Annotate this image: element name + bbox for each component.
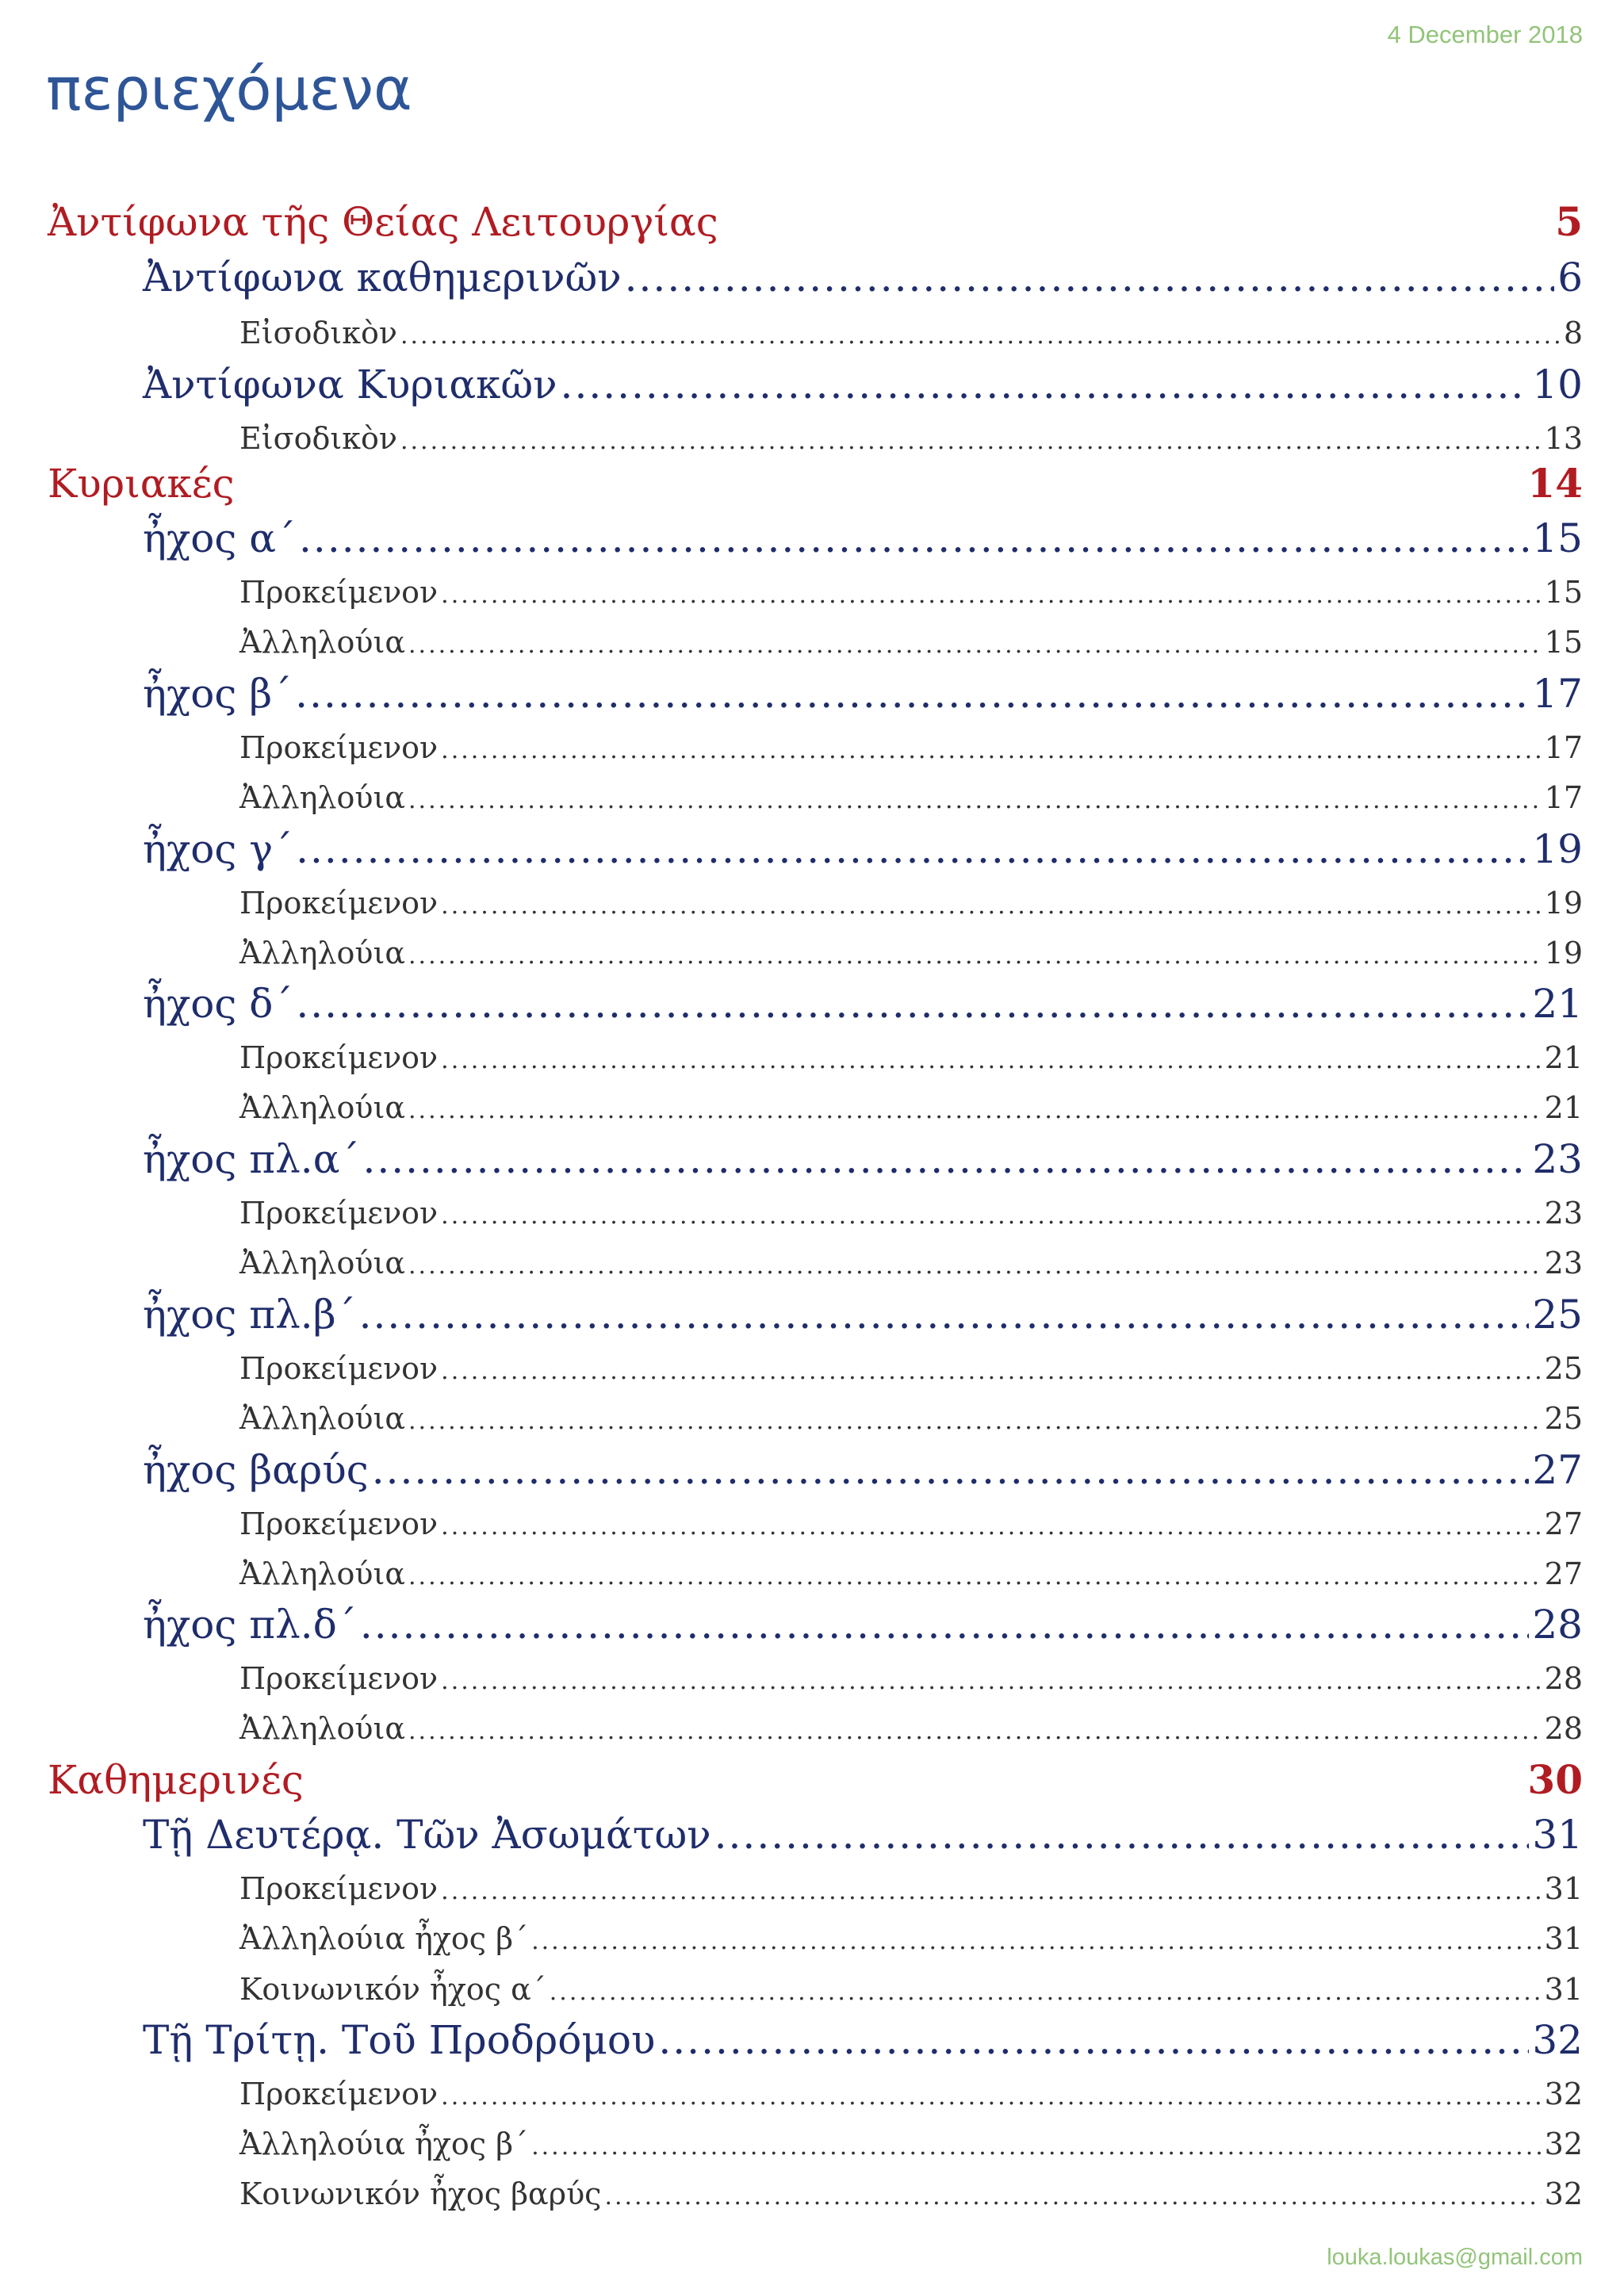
dot-leader [408, 938, 1542, 974]
toc-entry[interactable] [143, 1291, 1583, 1338]
dot-leader [408, 1248, 1542, 1284]
toc-entry-label: Καθημερινές [48, 1757, 304, 1803]
dot-leader [296, 980, 1529, 1028]
toc-entry[interactable] [143, 1601, 1583, 1648]
toc-entry-page: 10 [1532, 362, 1583, 408]
toc-entry-page: 23 [1544, 1246, 1583, 1280]
toc-entry[interactable] [239, 1710, 1583, 1750]
toc-entry-page: 31 [1544, 1871, 1583, 1906]
toc-entry-page: 32 [1544, 2176, 1583, 2211]
toc-entry-page: 5 [1555, 198, 1583, 245]
dot-leader [625, 254, 1555, 301]
toc-entry-page: 23 [1544, 1196, 1583, 1231]
toc-entry[interactable] [239, 1971, 1583, 2011]
dot-leader [441, 1353, 1541, 1390]
toc-entry-page: 19 [1532, 826, 1583, 872]
toc-entry-label: Κοινωνικόν ἦχος α΄ [239, 1972, 546, 2007]
toc-entry-label: Προκείμενον [239, 886, 439, 921]
dot-leader [658, 2016, 1529, 2064]
toc-entry-label: Προκείμενον [239, 1506, 439, 1541]
toc-entry[interactable] [239, 1245, 1583, 1284]
toc-entry[interactable] [239, 1660, 1583, 1700]
toc-entry-label: Ἀλληλούια [239, 1246, 405, 1280]
toc-entry-label: Προκείμενον [239, 1351, 439, 1386]
toc-entry-page: 17 [1544, 730, 1583, 765]
toc-entry-page: 8 [1563, 316, 1583, 350]
toc-entry-page: 13 [1544, 421, 1583, 456]
toc-entry[interactable] [239, 1089, 1583, 1129]
dot-leader [400, 318, 1561, 354]
toc-entry[interactable] [143, 2016, 1583, 2064]
toc-entry-page: 6 [1557, 255, 1583, 301]
dot-leader [604, 2179, 1541, 2215]
toc-entry-page: 25 [1532, 1292, 1583, 1338]
toc-entry[interactable] [143, 670, 1583, 718]
dot-leader [408, 1403, 1542, 1440]
toc-entry-label: Ἀλληλούια [239, 1556, 405, 1591]
toc-entry-label: Προκείμενον [239, 1871, 439, 1906]
dot-leader [441, 577, 1541, 614]
toc-entry-label: Τῇ Τρίτῃ. Τοῦ Προδρόμου [143, 2017, 656, 2063]
toc-entry-page: 15 [1544, 575, 1583, 610]
toc-entry-label: Προκείμενον [239, 1661, 439, 1696]
toc-entry-page: 31 [1544, 1921, 1583, 1956]
dot-leader [359, 1291, 1530, 1338]
toc-entry-page: 31 [1544, 1972, 1583, 2007]
toc-entry-label: Ἀντίφωνα τῆς Θείας Λειτουργίας [48, 199, 718, 245]
toc-entry-label: ἦχος β΄ [143, 671, 293, 717]
toc-entry[interactable] [48, 460, 1583, 507]
toc-entry[interactable] [143, 254, 1583, 301]
dot-leader [531, 2129, 1542, 2165]
dot-leader [372, 1446, 1530, 1494]
toc-entry-page: 32 [1544, 2077, 1583, 2111]
toc-entry-page: 27 [1544, 1506, 1583, 1541]
toc-entry-label: Προκείμενον [239, 2077, 439, 2111]
toc-entry-page: 25 [1544, 1351, 1583, 1386]
page-title: περιεχόμενα [46, 56, 412, 124]
toc-entry[interactable] [239, 1350, 1583, 1390]
dot-leader [408, 1713, 1542, 1750]
toc-entry-page: 21 [1532, 981, 1583, 1027]
toc-entry-page: 28 [1544, 1711, 1583, 1746]
toc-entry[interactable] [239, 2076, 1583, 2115]
toc-entry-page: 28 [1532, 1602, 1583, 1648]
toc-entry-page: 27 [1532, 1447, 1583, 1493]
toc-entry-label: Ἀλληλούια [239, 625, 405, 660]
toc-entry-page: 21 [1544, 1090, 1583, 1125]
dot-leader [441, 1874, 1541, 1910]
dot-leader [400, 423, 1542, 460]
toc-entry[interactable] [239, 1039, 1583, 1079]
dot-leader [360, 1601, 1530, 1648]
toc-entry-label: Ἀντίφωνα Κυριακῶν [143, 362, 557, 408]
toc-entry-label: ἦχος γ΄ [143, 826, 293, 872]
toc-entry-label: ἦχος πλ.α΄ [143, 1136, 360, 1182]
toc-entry-page: 32 [1544, 2126, 1583, 2161]
dot-leader [295, 670, 1529, 718]
toc-entry-label: Κυριακές [48, 461, 235, 507]
toc-entry[interactable] [239, 1195, 1583, 1235]
toc-entry-page: 19 [1544, 936, 1583, 970]
dot-leader [550, 1974, 1542, 2011]
toc-entry[interactable] [48, 1756, 1583, 1804]
toc-entry-label: ἦχος βαρύς [143, 1447, 369, 1493]
toc-entry-page: 15 [1532, 515, 1583, 561]
toc-entry-label: Εἰσοδικὸν [239, 421, 397, 456]
toc-entry-label: Ἀλληλούια ἦχος β΄ [239, 1921, 529, 1956]
toc-entry[interactable] [239, 935, 1583, 974]
toc-entry[interactable] [239, 1870, 1583, 1910]
toc-entry-label: Ἀλληλούια [239, 1401, 405, 1436]
toc-entry-label: Τῇ Δευτέρᾳ. Τῶν Ἀσωμάτων [143, 1812, 711, 1858]
dot-leader [561, 361, 1530, 408]
toc-entry[interactable] [239, 1506, 1583, 1545]
toc-entry-page: 25 [1544, 1401, 1583, 1436]
toc-entry[interactable] [239, 779, 1583, 819]
toc-entry-page: 30 [1527, 1756, 1583, 1803]
dot-leader [714, 1811, 1530, 1859]
toc-entry-label: ἦχος πλ.δ΄ [143, 1602, 357, 1648]
toc-entry-label: Ἀλληλούια ἦχος β΄ [239, 2126, 529, 2161]
dot-leader [408, 627, 1542, 664]
dot-leader [441, 733, 1541, 769]
toc-entry[interactable] [239, 729, 1583, 769]
toc-entry[interactable] [143, 825, 1583, 873]
toc-entry[interactable] [48, 198, 1583, 246]
toc-entry-label: Προκείμενον [239, 1196, 439, 1231]
dot-leader [441, 2079, 1541, 2115]
toc-entry[interactable] [239, 885, 1583, 924]
toc-entry[interactable] [143, 515, 1583, 562]
toc-entry[interactable] [239, 1556, 1583, 1595]
toc-entry-page: 28 [1544, 1661, 1583, 1696]
toc-entry-page: 14 [1527, 460, 1583, 507]
toc-entry-page: 19 [1544, 886, 1583, 921]
toc-entry[interactable] [239, 574, 1583, 614]
toc-entry-label: ἦχος δ΄ [143, 981, 293, 1027]
toc-entry-label: Ἀλληλούια [239, 1711, 405, 1746]
toc-entry-label: Ἀλληλούια [239, 1090, 405, 1125]
toc-entry-page: 27 [1544, 1556, 1583, 1591]
toc-entry[interactable] [239, 624, 1583, 664]
dot-leader [408, 1093, 1542, 1129]
toc-entry-page: 23 [1532, 1136, 1583, 1182]
dot-leader [441, 1198, 1541, 1235]
dot-leader [441, 888, 1541, 924]
toc-entry-label: Ἀντίφωνα καθημερινῶν [143, 255, 622, 301]
toc-entry[interactable] [239, 1920, 1583, 1960]
toc-entry[interactable] [239, 315, 1583, 354]
toc-entry[interactable] [143, 980, 1583, 1028]
toc-entry[interactable] [239, 2126, 1583, 2165]
toc-entry[interactable] [143, 361, 1583, 408]
dot-leader [408, 783, 1542, 819]
dot-leader [362, 1135, 1529, 1183]
toc-entry-label: Ἀλληλούια [239, 780, 405, 815]
toc-entry-page: 17 [1532, 671, 1583, 717]
dot-leader [531, 1924, 1542, 1960]
toc-entry-page: 31 [1532, 1812, 1583, 1858]
toc-entry-label: Προκείμενον [239, 575, 439, 610]
toc-entry-label: Προκείμενον [239, 1040, 439, 1075]
toc-entry-label: Εἰσοδικὸν [239, 316, 397, 350]
toc-entry[interactable] [143, 1135, 1583, 1183]
toc-entry-page: 17 [1544, 780, 1583, 815]
date-stamp: 4 December 2018 [1387, 21, 1583, 48]
toc-entry-label: ἦχος πλ.β΄ [143, 1292, 356, 1338]
toc-entry-page: 21 [1544, 1040, 1583, 1075]
toc-entry-label: Κοινωνικόν ἦχος βαρύς [239, 2176, 602, 2211]
toc-entry[interactable] [239, 2176, 1583, 2215]
toc-entry[interactable] [143, 1446, 1583, 1494]
toc-entry-page: 15 [1544, 625, 1583, 660]
footer-email: louka.loukas@gmail.com [1327, 2245, 1583, 2270]
dot-leader [408, 1559, 1542, 1595]
dot-leader [441, 1043, 1541, 1079]
dot-leader [441, 1663, 1541, 1700]
toc-entry[interactable] [143, 1811, 1583, 1859]
toc-entry-label: ἦχος α΄ [143, 515, 297, 561]
toc-entry-label: Ἀλληλούια [239, 936, 405, 970]
toc-entry-page: 32 [1532, 2017, 1583, 2063]
toc-entry-label: Προκείμενον [239, 730, 439, 765]
dot-leader [441, 1509, 1541, 1545]
dot-leader [296, 825, 1529, 873]
toc-entry[interactable] [239, 1400, 1583, 1440]
toc-entry[interactable] [239, 420, 1583, 460]
dot-leader [299, 515, 1529, 562]
